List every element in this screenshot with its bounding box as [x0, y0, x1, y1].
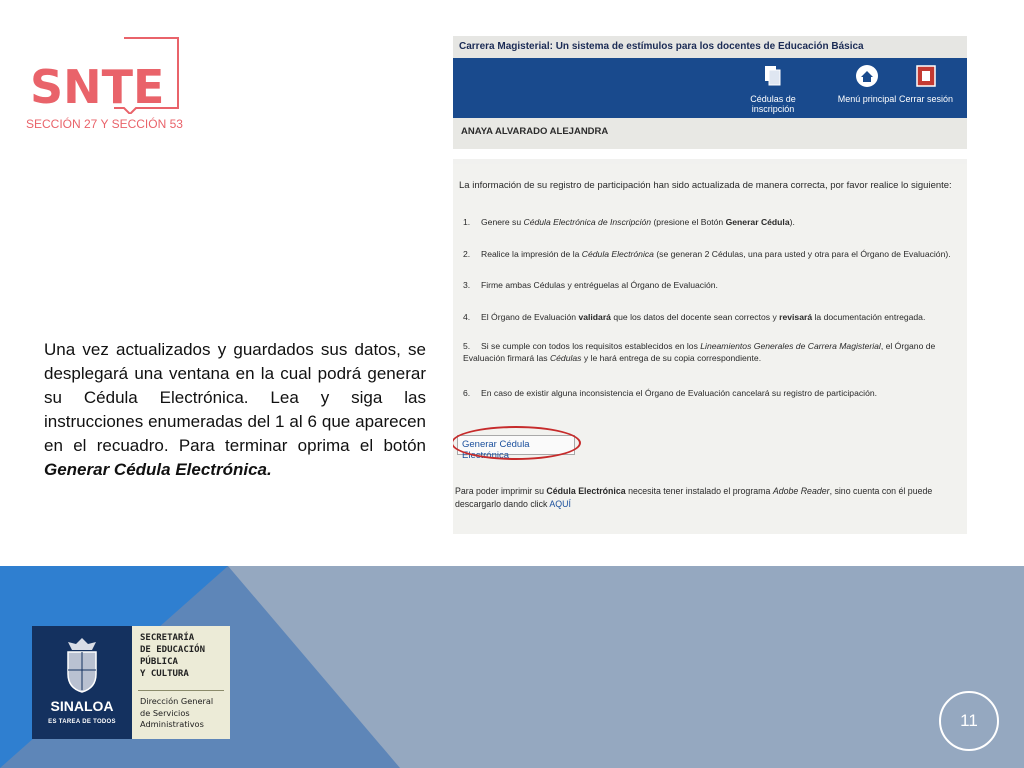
secretaria-line: SECRETARÍA	[140, 633, 195, 643]
logo-text: SNTE	[30, 60, 165, 114]
step-italic: Cédula Electrónica	[581, 249, 654, 259]
highlight-circle	[453, 426, 581, 460]
step-item	[463, 216, 953, 228]
note-text: , sino cuenta con él puede descargarlo dando click	[455, 486, 933, 509]
download-link[interactable]: AQUÍ	[549, 499, 571, 509]
state-name: SINALOA	[50, 698, 114, 714]
section-label: SECCIÓN 27 Y SECCIÓN 53	[26, 117, 183, 131]
generate-cedula-button[interactable]: Generar Cédula Electrónica	[457, 435, 575, 455]
step-text: Genere su	[481, 217, 524, 227]
step-item	[463, 311, 953, 323]
step-bold: revisará	[779, 312, 813, 322]
step-text: (se generan 2 Cédulas, una para usted y otra para el Órgano de Evaluación).	[653, 249, 951, 259]
screenshot-content	[453, 164, 967, 534]
sep-sinaloa-logo	[32, 626, 230, 739]
logo-divider	[138, 690, 224, 691]
step-text: y le hará entrega de su copia correspondiente.	[581, 353, 762, 363]
step-number: 5.	[463, 341, 471, 351]
direccion-title	[140, 696, 213, 731]
secretaria-title	[140, 632, 205, 680]
step-italic: Cédulas	[549, 353, 582, 363]
step-item	[463, 387, 953, 399]
step-bold: validará	[578, 312, 611, 322]
sinaloa-panel	[32, 626, 132, 739]
direccion-line: Administrativos	[140, 719, 204, 729]
note-bold: Cédula Electrónica	[546, 486, 626, 496]
download-note	[455, 485, 965, 511]
step-number: 1.	[463, 217, 471, 227]
step-text: la documentación entregada.	[812, 312, 926, 322]
secretaria-line: DE EDUCACIÓN	[140, 645, 206, 655]
step-number: 3.	[463, 280, 471, 290]
state-tagline: ES TAREA DE TODOS	[48, 719, 116, 725]
logout-label: Cerrar sesión	[898, 94, 954, 104]
direccion-line: Dirección General	[140, 696, 214, 706]
step-text: El Órgano de Evaluación	[481, 312, 579, 322]
step-number: 2.	[463, 249, 471, 259]
step-item	[463, 248, 953, 260]
instructions-intro: La información de su registro de participación han sido actualizada de manera correcta, por favor realice lo siguiente:	[459, 180, 952, 191]
step-text: Firme ambas Cédulas y entréguelas al Órgano de Evaluación.	[481, 280, 718, 290]
step-text: que los datos del docente sean correctos y	[610, 312, 780, 322]
step-number: 6.	[463, 388, 471, 398]
secretaria-line: PÚBLICA	[140, 657, 178, 667]
screenshot-title: Carrera Magisterial: Un sistema de estímulos para los docentes de Educación Básica	[453, 36, 967, 58]
note-italic: Adobe Reader	[772, 486, 830, 496]
direccion-line: de Servicios	[140, 707, 190, 718]
description-text: Una vez actualizados y guardados sus datos, se desplegará una ventana en la cual podrá generar su Cédula Electrónica. Lea y siga las instrucciones enumeradas del 1 al 6 que aparecen en el recuadro. Para terminar oprima el botón	[44, 340, 426, 455]
step-text: , el Órgano de Evaluación firmará las	[463, 341, 936, 363]
separator-strip	[453, 149, 967, 159]
step-italic: Cédula Electrónica de Inscripción	[523, 217, 652, 227]
snte-logo	[28, 34, 184, 114]
step-item	[463, 340, 953, 364]
step-text: Realice la impresión de la	[481, 249, 582, 259]
step-number: 4.	[463, 312, 471, 322]
home-icon	[855, 64, 879, 88]
note-text: necesita tener instalado el programa	[625, 486, 773, 496]
step-italic: Lineamientos Generales de Carrera Magisterial	[700, 341, 881, 351]
step-text: En caso de existir alguna inconsistencia el Órgano de Evaluación cancelará su registro de participación.	[481, 388, 878, 398]
state-seal-icon	[62, 636, 102, 694]
menu-label: Menú principal	[837, 94, 897, 104]
step-bold: Generar Cédula	[725, 217, 790, 227]
description-emphasis: Generar Cédula Electrónica.	[44, 460, 272, 479]
step-item	[463, 279, 953, 291]
secretaria-line: Y CULTURA	[140, 669, 189, 679]
embedded-screenshot	[453, 36, 967, 534]
step-text: (presione el Botón	[651, 217, 726, 227]
page-number: 11	[939, 691, 999, 751]
step-text: ).	[789, 217, 795, 227]
exit-icon	[915, 64, 937, 88]
step-text: Si se cumple con todos los requisitos establecidos en los	[481, 341, 701, 351]
note-text: Para poder imprimir su	[455, 486, 547, 496]
user-name: ANAYA ALVARADO ALEJANDRA	[453, 118, 967, 156]
cedulas-label: Cédulas de inscripción	[750, 94, 796, 114]
description-paragraph	[44, 338, 426, 482]
document-icon	[763, 64, 783, 88]
